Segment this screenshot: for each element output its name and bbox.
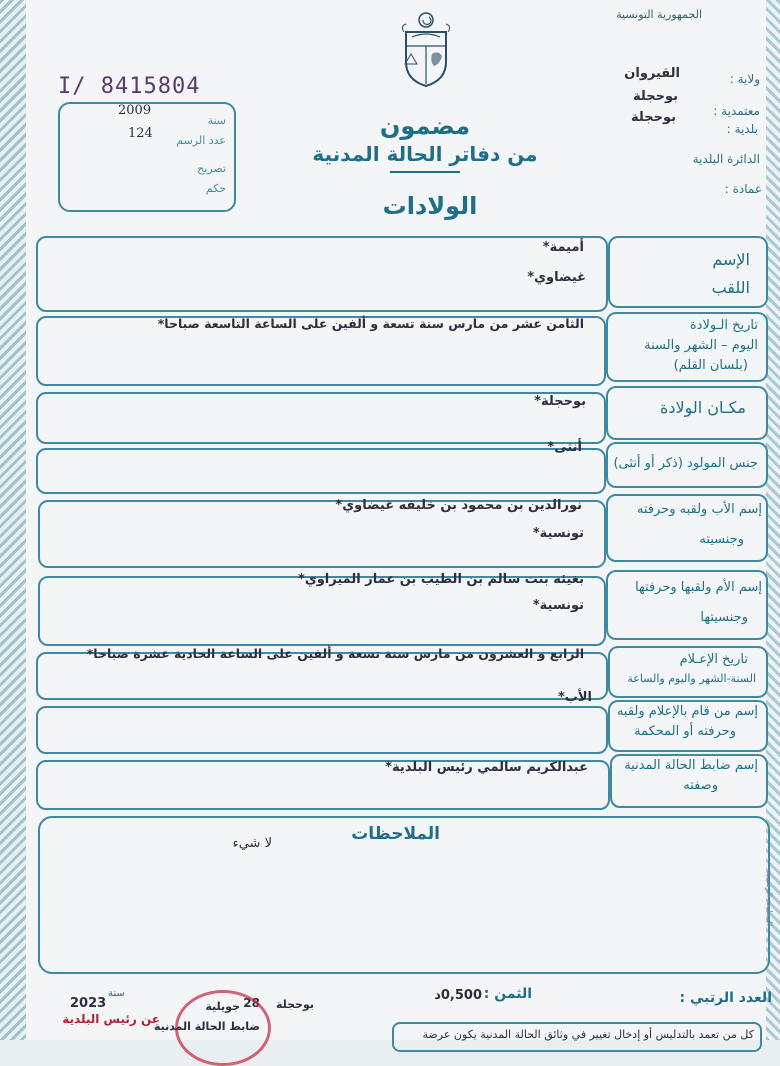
- issue-year-label: سنة: [108, 988, 125, 999]
- mother-label-line2: وجنسيتها: [700, 610, 748, 625]
- remarks-title: الملاحظات: [351, 824, 440, 844]
- surname-value: غيضاوي*: [527, 270, 586, 285]
- officer-value: عبدالكريم سالمي رئيس البلدية*: [385, 760, 588, 775]
- tunisia-coat-of-arms-icon: [398, 10, 454, 88]
- birth-place-value-box: [36, 392, 606, 444]
- sex-label: جنس المولود (ذكر أو أنثى): [613, 456, 758, 471]
- name-value: أميمة*: [542, 240, 584, 255]
- price-value: 0,500د: [434, 988, 482, 1003]
- stamp-officer-text: عن رئيس البلدية: [62, 1012, 160, 1026]
- district-label: الدائرة البلدية: [692, 152, 760, 166]
- registration-year-value: 2009: [118, 103, 152, 118]
- document-subtitle: من دفاتر الحالة المدنية: [312, 142, 538, 166]
- father-label-line2: وجنسيته: [699, 532, 744, 547]
- registration-number-label: عدد الرسم: [176, 134, 226, 147]
- birth-place-label: مكـان الولادة: [659, 398, 746, 417]
- municipality-value: بوحجلة: [631, 110, 676, 125]
- wilaya-label: ولاية :: [729, 72, 760, 86]
- declarant-label-line1: إسم من قام بالإعلام ولقبه: [616, 704, 758, 719]
- name-label: الإسم: [712, 250, 750, 269]
- officer-label-line2: وصفته: [683, 778, 718, 793]
- declaration-date-label-line2: السنة-الشهر واليوم والساعة: [627, 672, 756, 685]
- legal-notice: كل من تعمد بالتدليس أو إدخال تغيير في وثائق الحالة المدنية يكون عرضة: [392, 1022, 762, 1052]
- declarant-label-line2: وحرفته أو المحكمة: [634, 724, 736, 739]
- father-value: نورالدين بن محمود بن خليفه غيضاوي*: [335, 498, 582, 513]
- municipality-label: بلدية :: [726, 122, 758, 136]
- document-title: مضمون: [379, 112, 471, 140]
- birth-place-value: بوحجلة*: [534, 394, 586, 409]
- mother-value: بغيئه بنت سالم بن الطيب بن عمار الميراوي*: [298, 572, 584, 587]
- printer-side-label: المطبعة الرسمية: [765, 870, 774, 927]
- father-label-line1: إسم الأب ولقبه وحرفته: [636, 502, 762, 517]
- sex-value: أنثى*: [547, 440, 582, 455]
- issue-place: بوحجلة: [275, 998, 314, 1011]
- delegation-value: بوحجلة: [633, 89, 678, 104]
- name-label-box: [608, 236, 768, 308]
- republic-label: الجمهورية التونسية: [616, 8, 702, 21]
- section-title: الولادات: [382, 192, 478, 220]
- father-nationality: تونسية*: [532, 526, 584, 541]
- issue-year-value: 2023: [70, 996, 107, 1011]
- issue-month: جويلية: [205, 1000, 240, 1013]
- sex-value-box: [36, 448, 606, 494]
- name-value-box: [36, 236, 608, 312]
- birth-date-label-line1: تاريخ الـولادة: [689, 318, 758, 333]
- registration-number-value: 124: [128, 126, 153, 141]
- declarant-value: الأب*: [558, 690, 592, 705]
- subtitle-underline: [390, 171, 460, 173]
- declarant-value-box: [36, 706, 608, 754]
- registration-year-label: سنة: [207, 114, 226, 127]
- issue-day: 28: [243, 996, 260, 1010]
- mother-nationality: تونسية*: [532, 598, 584, 613]
- remarks-value: لا شيء: [232, 836, 272, 851]
- omada-label: عمادة :: [724, 182, 762, 196]
- document-serial-number: I/ 8415804: [58, 74, 201, 99]
- surname-label: اللقب: [711, 278, 750, 297]
- declaration-date-value: الرابع و العشرون من مارس سنة تسعة و ألفين على الساعة الحادية عشرة صباحا*: [86, 646, 584, 661]
- serial-number-label: العدد الرتبي :: [679, 990, 772, 1006]
- declaration-date-label-line1: تاريخ الإعـلام: [679, 652, 748, 667]
- birth-date-label-line2: اليوم – الشهر والسنة: [644, 338, 758, 353]
- judgment-type-label: حكم: [205, 182, 226, 195]
- price-label: الثمن :: [483, 986, 532, 1002]
- birth-date-label-line3: (بلسان القلم): [673, 358, 748, 373]
- signature-officer-title: ضابط الحالة المدنية: [153, 1020, 260, 1033]
- mother-label-line1: إسم الأم ولقبها وحرفتها: [635, 580, 762, 595]
- wilaya-value: القيروان: [624, 66, 680, 81]
- birth-date-value: الثامن عشر من مارس سنة تسعة و ألفين على الساعة التاسعة صباحا*: [157, 316, 584, 331]
- declaration-type-label: تصريح: [197, 162, 226, 175]
- delegation-label: معتمدية :: [713, 104, 760, 118]
- officer-label-line1: إسم ضابط الحالة المدنية: [624, 758, 758, 773]
